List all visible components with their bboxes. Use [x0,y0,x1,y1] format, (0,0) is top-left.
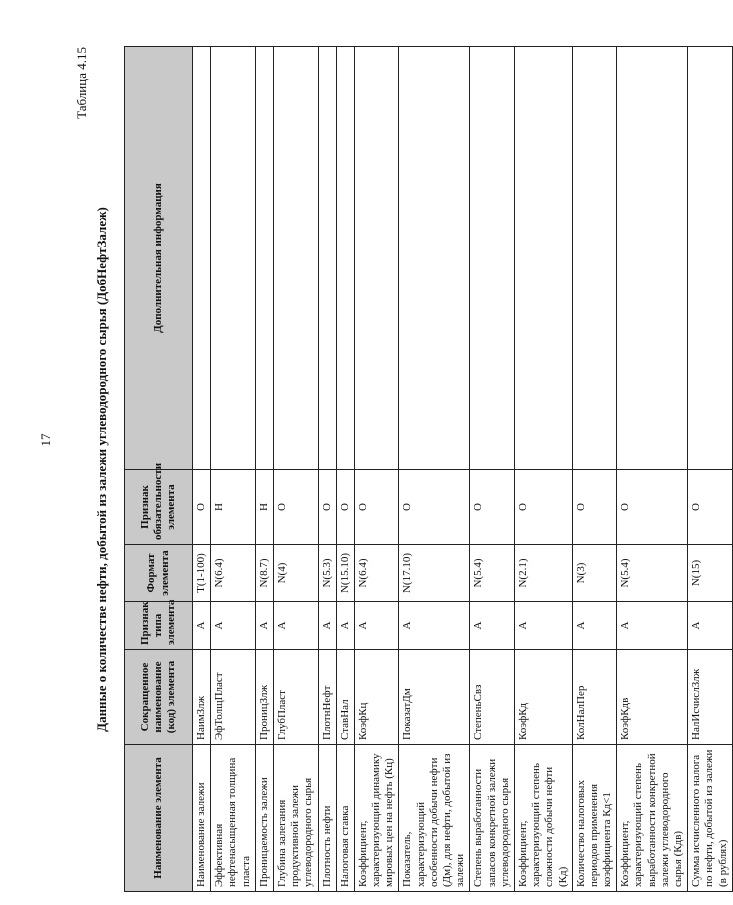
element-name-cell: Сумма исчисленного налога по нефти, добытой из залежи (в рублях) [688,745,733,892]
table-row [273,47,318,892]
element-required-cell: О [336,470,354,545]
table-row [617,47,688,892]
element-name-cell: Наименование залежи [193,745,211,892]
element-name-cell: Глубина залегания продуктивной залежи углеводородного сырья [273,745,318,892]
table-row [193,47,211,892]
element-type-cell: А [354,602,399,650]
element-format-cell: N(4) [273,545,318,602]
element-info-cell [318,47,336,470]
table-row [211,47,256,892]
element-info-cell [336,47,354,470]
element-name-cell: Коэффициент, характеризующий степень сложности добычи нефти (Кд) [514,745,572,892]
element-code-cell: КолНалПер [572,650,617,745]
element-name-cell: Коэффициент, характеризующий степень выработанности конкретной залежи углеводородного сырья (Кдв) [617,745,688,892]
data-table [124,46,733,892]
element-info-cell [572,47,617,470]
table-row [572,47,617,892]
element-format-cell: N(5.4) [470,545,515,602]
element-format-cell: N(2.1) [514,545,572,602]
table-row [470,47,515,892]
element-info-cell [354,47,399,470]
element-format-cell: N(8.7) [255,545,273,602]
element-type-cell: А [399,602,470,650]
element-type-cell: А [514,602,572,650]
element-name-cell: Показатель, характеризующий особенности добычи нефти (Дм), для нефти, добытой из залежи [399,745,470,892]
element-code-cell: ЭфТолщПласт [211,650,256,745]
element-required-cell: О [470,470,515,545]
element-code-cell: ПоказатДм [399,650,470,745]
rotated-page [72,47,729,892]
element-name-cell: Проницаемость залежи [255,745,273,892]
element-format-cell: Т(1-100) [193,545,211,602]
table-row [514,47,572,892]
page-number: 17 [38,433,53,447]
element-name-cell: Степень выработанности запасов конкретной залежи углеводородного сырья [470,745,515,892]
element-format-cell: N(3) [572,545,617,602]
element-info-cell [193,47,211,470]
column-header: Наименование элемента [125,745,193,892]
element-code-cell: КоэфКдв [617,650,688,745]
element-required-cell: О [354,470,399,545]
element-required-cell: О [273,470,318,545]
element-format-cell: N(17.10) [399,545,470,602]
column-header: Сокращенное наименование (код) элемента [125,650,193,745]
element-code-cell: КоэфКц [354,650,399,745]
element-code-cell: НалИсчислЗлж [688,650,733,745]
element-info-cell [688,47,733,470]
element-type-cell: А [572,602,617,650]
table-row [688,47,733,892]
element-code-cell: НаимЗлж [193,650,211,745]
element-name-cell: Налоговая ставка [336,745,354,892]
element-type-cell: А [688,602,733,650]
element-info-cell [514,47,572,470]
element-name-cell: Количество налоговых периодов применения коэффициента Кд<1 [572,745,617,892]
element-info-cell [255,47,273,470]
element-name-cell: Плотность нефти [318,745,336,892]
element-code-cell: ПлотнНефт [318,650,336,745]
table-row [354,47,399,892]
element-required-cell: О [399,470,470,545]
element-required-cell: Н [211,470,256,545]
column-header: Формат элемента [125,545,193,602]
table-body [193,47,733,892]
element-format-cell: N(5.3) [318,545,336,602]
element-required-cell: О [318,470,336,545]
element-code-cell: ПроницЗлж [255,650,273,745]
element-format-cell: N(6.4) [211,545,256,602]
element-required-cell: О [572,470,617,545]
element-format-cell: N(15.10) [336,545,354,602]
element-type-cell: А [255,602,273,650]
element-info-cell [470,47,515,470]
element-info-cell [399,47,470,470]
element-code-cell: СтепеньСвз [470,650,515,745]
table-row [399,47,470,892]
element-required-cell: О [193,470,211,545]
table-label: Таблица 4.15 [74,47,89,119]
element-required-cell: О [688,470,733,545]
element-code-cell: КоэфКд [514,650,572,745]
table-row [255,47,273,892]
element-code-cell: СтавНал [336,650,354,745]
element-type-cell: А [273,602,318,650]
element-info-cell [617,47,688,470]
element-format-cell: N(5.4) [617,545,688,602]
element-type-cell: А [211,602,256,650]
element-required-cell: Н [255,470,273,545]
column-header: Дополнительная информация [125,47,193,470]
element-info-cell [211,47,256,470]
column-header: Признак типа элемента [125,602,193,650]
element-type-cell: А [336,602,354,650]
table-title: Данные о количестве нефти, добытой из залежи углеводородного сырья (ДобНефтЗалеж) [94,207,109,732]
element-type-cell: А [617,602,688,650]
element-name-cell: Эффективная нефтенасыщенная толщина пласта [211,745,256,892]
element-type-cell: А [318,602,336,650]
column-header: Признак обязательности элемента [125,470,193,545]
element-required-cell: О [617,470,688,545]
element-type-cell: А [193,602,211,650]
element-name-cell: Коэффициент, характеризующий динамику мировых цен на нефть (Кц) [354,745,399,892]
element-format-cell: N(15) [688,545,733,602]
table-row [336,47,354,892]
element-format-cell: N(6.4) [354,545,399,602]
table-header-row [125,47,193,892]
element-required-cell: О [514,470,572,545]
element-info-cell [273,47,318,470]
element-type-cell: А [470,602,515,650]
table-row [318,47,336,892]
element-code-cell: ГлубПласт [273,650,318,745]
